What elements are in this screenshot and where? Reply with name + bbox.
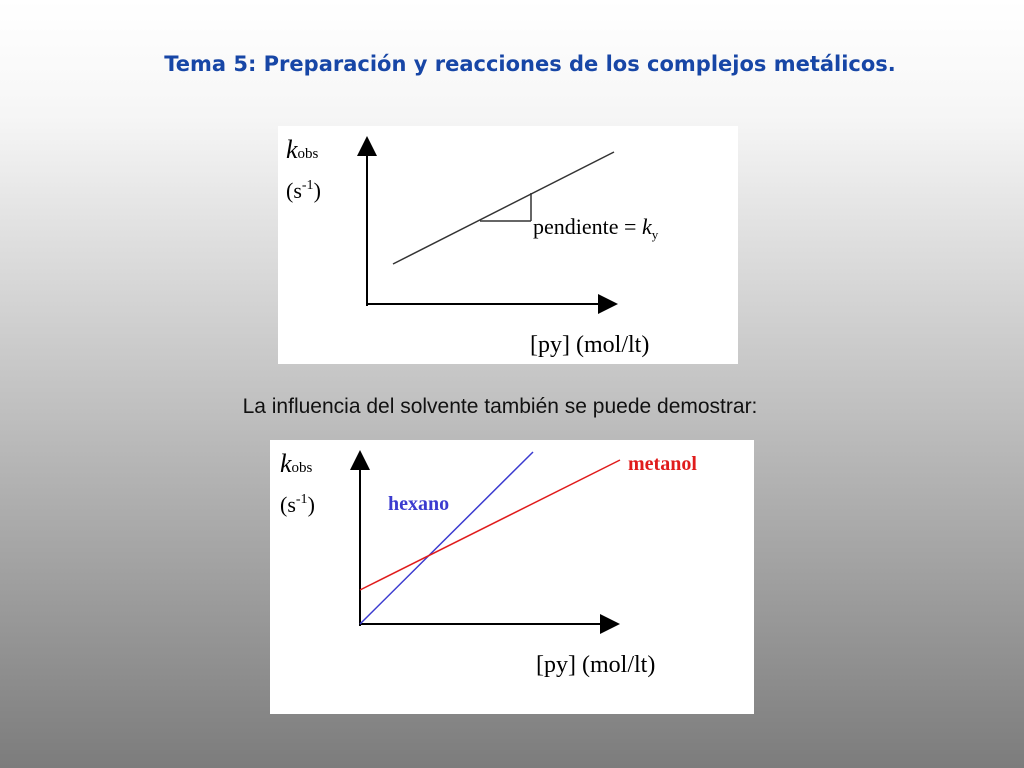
slide-title: Tema 5: Preparación y reacciones de los complejos metálicos. — [164, 52, 896, 76]
x-axis-label: [py] (mol/lt) — [536, 652, 656, 678]
x-axis-label: [py] (mol/lt) — [530, 332, 650, 358]
y-axis-label: kobs — [286, 135, 319, 164]
hexano-label: hexano — [388, 493, 450, 515]
caption: La influencia del solvente también se puede demostrar: — [242, 395, 758, 418]
rate-vs-concentration-diagram — [278, 126, 738, 364]
y-axis-label: kobs — [280, 449, 313, 478]
slope-label: pendiente = $k_y$ — [533, 214, 659, 242]
metanol-line — [360, 460, 620, 590]
y-axis-unit: $(s^{-1})$ — [280, 492, 315, 517]
solvent-comparison-diagram — [270, 440, 754, 714]
rate-line — [393, 152, 614, 264]
metanol-label: metanol — [628, 453, 697, 475]
y-axis-unit: $(s^{-1})$ — [286, 178, 321, 203]
hexano-line — [360, 452, 533, 624]
